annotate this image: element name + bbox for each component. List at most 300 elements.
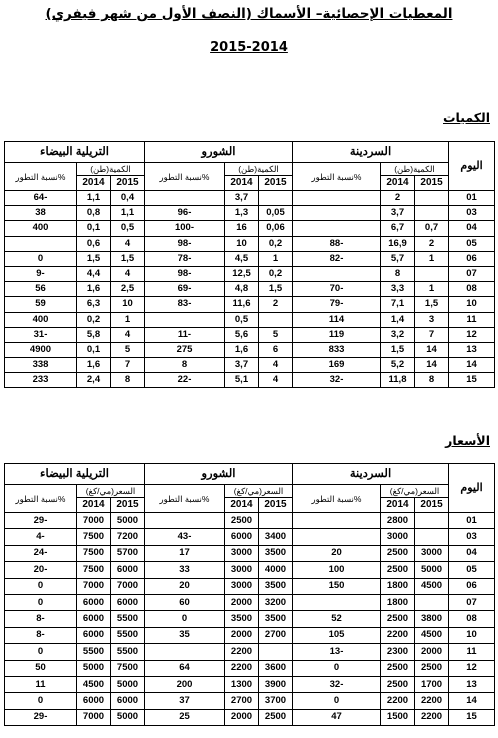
cell-sardine-2014: 2500 [381, 611, 415, 627]
cell-sea-bream-change: 96- [145, 206, 225, 221]
cell-white-bream-2014: 0,8 [77, 206, 111, 221]
cell-white-bream-2015: 5500 [111, 644, 145, 660]
cell-sea-bream-change [145, 513, 225, 529]
cell-day: 12 [449, 327, 495, 342]
cell-sea-bream-2014: 1,6 [225, 342, 259, 357]
cell-sea-bream-change: 78- [145, 251, 225, 266]
cell-day: 11 [449, 644, 495, 660]
cell-sea-bream-change: 20 [145, 578, 225, 594]
cell-sardine-change: 150 [293, 578, 381, 594]
cell-sea-bream-2015: 2700 [259, 627, 293, 643]
cell-day: 15 [449, 373, 495, 388]
year-2015-header: 2015 [111, 176, 145, 191]
table-row [5, 297, 495, 312]
cell-sea-bream-2014: 3000 [225, 578, 259, 594]
cell-sea-bream-2015: 5 [259, 327, 293, 342]
section-title-prices: الأسعار [445, 433, 490, 448]
cell-day: 13 [449, 676, 495, 692]
cell-sea-bream-2015 [259, 191, 293, 206]
cell-day: 03 [449, 529, 495, 545]
cell-white-bream-2014: 1,6 [77, 358, 111, 373]
cell-sardine-change: 100 [293, 562, 381, 578]
year-2015-header: 2015 [111, 498, 145, 513]
change-header: نسبة التطور% [293, 485, 381, 513]
cell-white-bream-2014: 5500 [77, 644, 111, 660]
cell-white-bream-change: 0 [5, 578, 77, 594]
cell-sea-bream-2015: 3500 [259, 611, 293, 627]
cell-sea-bream-change [145, 312, 225, 327]
year-2015-header: 2015 [259, 176, 293, 191]
cell-sea-bream-2015: 2 [259, 297, 293, 312]
cell-sea-bream-2014: 2000 [225, 627, 259, 643]
quantities-table-body [5, 191, 495, 388]
cell-white-bream-2014: 2,4 [77, 373, 111, 388]
cell-sardine-2015: 5000 [415, 562, 449, 578]
cell-white-bream-change: 64- [5, 191, 77, 206]
cell-sardine-2014: 1800 [381, 594, 415, 610]
cell-white-bream-change: 0 [5, 644, 77, 660]
cell-white-bream-2014: 0,1 [77, 342, 111, 357]
table-row [5, 221, 495, 236]
cell-white-bream-2014: 7500 [77, 545, 111, 561]
cell-sea-bream-2014: 3,7 [225, 358, 259, 373]
cell-sardine-change: 169 [293, 358, 381, 373]
cell-white-bream-change: 0 [5, 251, 77, 266]
cell-sea-bream-2015: 1,5 [259, 282, 293, 297]
cell-white-bream-2015: 4 [111, 266, 145, 281]
cell-white-bream-2015: 1,5 [111, 251, 145, 266]
cell-sea-bream-change: 60 [145, 594, 225, 610]
cell-day: 13 [449, 342, 495, 357]
table-row [5, 251, 495, 266]
cell-sea-bream-2015: 3900 [259, 676, 293, 692]
cell-sardine-2014: 2200 [381, 627, 415, 643]
cell-white-bream-2014: 6000 [77, 594, 111, 610]
cell-sardine-2015: 7 [415, 327, 449, 342]
cell-sea-bream-2015: 3700 [259, 693, 293, 709]
cell-white-bream-2014: 1,5 [77, 251, 111, 266]
cell-day: 14 [449, 693, 495, 709]
cell-sardine-2014: 2200 [381, 693, 415, 709]
cell-sea-bream-change: 33 [145, 562, 225, 578]
cell-white-bream-2015: 8 [111, 373, 145, 388]
cell-sardine-2015: 0,7 [415, 221, 449, 236]
cell-sea-bream-2014: 4,5 [225, 251, 259, 266]
cell-sardine-2015: 4500 [415, 627, 449, 643]
cell-sardine-2014: 2500 [381, 562, 415, 578]
cell-day: 04 [449, 221, 495, 236]
cell-day: 06 [449, 251, 495, 266]
cell-sardine-2014: 1800 [381, 578, 415, 594]
cell-white-bream-change: 56 [5, 282, 77, 297]
cell-sardine-2014: 1,5 [381, 342, 415, 357]
qty-unit-header: الكمية(طن) [77, 163, 145, 176]
cell-white-bream-2015: 5700 [111, 545, 145, 561]
qty-unit-header: الكمية(طن) [225, 163, 293, 176]
cell-sardine-2015 [415, 266, 449, 281]
cell-sea-bream-2015: 0,2 [259, 236, 293, 251]
cell-sardine-2014: 5,2 [381, 358, 415, 373]
cell-sea-bream-2014: 2700 [225, 693, 259, 709]
cell-sardine-change: 79- [293, 297, 381, 312]
cell-white-bream-change: 24- [5, 545, 77, 561]
year-2015-header: 2015 [259, 498, 293, 513]
cell-sardine-change [293, 266, 381, 281]
cell-sea-bream-change: 83- [145, 297, 225, 312]
cell-white-bream-2014: 1,1 [77, 191, 111, 206]
cell-sea-bream-2015: 4 [259, 373, 293, 388]
cell-sardine-2015: 8 [415, 373, 449, 388]
cell-sardine-change [293, 529, 381, 545]
cell-sardine-2014: 1,4 [381, 312, 415, 327]
cell-sardine-2015: 2200 [415, 709, 449, 725]
cell-sardine-change: 0 [293, 660, 381, 676]
cell-day: 05 [449, 236, 495, 251]
table-row [5, 191, 495, 206]
table-row [5, 594, 495, 610]
cell-white-bream-change: 4900 [5, 342, 77, 357]
cell-white-bream-change: 338 [5, 358, 77, 373]
cell-sardine-change: 833 [293, 342, 381, 357]
cell-sea-bream-change: 69- [145, 282, 225, 297]
cell-day: 08 [449, 611, 495, 627]
table-row [5, 627, 495, 643]
year-2014-header: 2014 [381, 176, 415, 191]
cell-white-bream-2014: 6000 [77, 611, 111, 627]
cell-day: 10 [449, 627, 495, 643]
table-row [5, 266, 495, 281]
cell-sardine-2015 [415, 529, 449, 545]
cell-sea-bream-change: 64 [145, 660, 225, 676]
table-row [5, 644, 495, 660]
cell-day: 14 [449, 358, 495, 373]
cell-sea-bream-change: 22- [145, 373, 225, 388]
cell-white-bream-2014: 5000 [77, 660, 111, 676]
table-row [5, 676, 495, 692]
table-row [5, 578, 495, 594]
cell-sea-bream-change: 200 [145, 676, 225, 692]
table-row [5, 373, 495, 388]
cell-sardine-change [293, 594, 381, 610]
cell-sardine-change [293, 221, 381, 236]
cell-sardine-change [293, 191, 381, 206]
price-unit-header: السعر(مي/كغ) [225, 485, 293, 498]
cell-white-bream-2015: 5500 [111, 611, 145, 627]
cell-white-bream-change: 0 [5, 693, 77, 709]
cell-day: 04 [449, 545, 495, 561]
change-header: نسبة التطور% [5, 485, 77, 513]
cell-white-bream-2015: 5000 [111, 513, 145, 529]
cell-white-bream-2015: 7200 [111, 529, 145, 545]
cell-sea-bream-change: 35 [145, 627, 225, 643]
cell-white-bream-2015: 5500 [111, 627, 145, 643]
cell-white-bream-change: 11 [5, 676, 77, 692]
cell-sardine-2014: 3,2 [381, 327, 415, 342]
cell-day: 06 [449, 578, 495, 594]
cell-sea-bream-2014: 1,3 [225, 206, 259, 221]
cell-sardine-2014: 7,1 [381, 297, 415, 312]
cell-sea-bream-2015: 0,2 [259, 266, 293, 281]
prices-table [4, 463, 495, 726]
cell-sardine-2015: 3 [415, 312, 449, 327]
cell-sea-bream-2014: 5,6 [225, 327, 259, 342]
cell-white-bream-2014: 7000 [77, 513, 111, 529]
cell-sea-bream-2015: 3500 [259, 545, 293, 561]
cell-sardine-2015 [415, 513, 449, 529]
cell-white-bream-2014: 7000 [77, 578, 111, 594]
cell-white-bream-2015: 6000 [111, 594, 145, 610]
change-header: نسبة التطور% [145, 163, 225, 191]
cell-white-bream-change: 29- [5, 709, 77, 725]
cell-sea-bream-2014: 3,7 [225, 191, 259, 206]
day-header: اليوم [449, 464, 495, 513]
cell-white-bream-2015: 2,5 [111, 282, 145, 297]
cell-sardine-2015: 2500 [415, 660, 449, 676]
cell-sea-bream-2014: 0,5 [225, 312, 259, 327]
cell-white-bream-2015: 7 [111, 358, 145, 373]
day-header: اليوم [449, 142, 495, 191]
cell-white-bream-2014: 5,8 [77, 327, 111, 342]
cell-white-bream-2014: 4500 [77, 676, 111, 692]
cell-white-bream-change: 38 [5, 206, 77, 221]
cell-sardine-2014: 3,7 [381, 206, 415, 221]
cell-sardine-change: 32- [293, 373, 381, 388]
cell-white-bream-change: 9- [5, 266, 77, 281]
cell-day: 08 [449, 282, 495, 297]
table-row [5, 282, 495, 297]
cell-sea-bream-2014: 16 [225, 221, 259, 236]
cell-white-bream-2015: 5 [111, 342, 145, 357]
cell-sardine-change: 20 [293, 545, 381, 561]
cell-white-bream-2015: 0,4 [111, 191, 145, 206]
cell-sardine-change: 0 [293, 693, 381, 709]
cell-day: 15 [449, 709, 495, 725]
cell-day: 10 [449, 297, 495, 312]
cell-sea-bream-change [145, 644, 225, 660]
year-2014-header: 2014 [381, 498, 415, 513]
cell-sea-bream-2015: 3200 [259, 594, 293, 610]
table-row [5, 513, 495, 529]
cell-sea-bream-change: 17 [145, 545, 225, 561]
cell-sardine-2014: 3,3 [381, 282, 415, 297]
cell-white-bream-change: 4- [5, 529, 77, 545]
cell-white-bream-change: 8- [5, 627, 77, 643]
cell-white-bream-2015: 0,5 [111, 221, 145, 236]
section-title-quantities: الكميات [443, 110, 490, 125]
cell-white-bream-2014: 7500 [77, 562, 111, 578]
table-row [5, 327, 495, 342]
cell-white-bream-change: 50 [5, 660, 77, 676]
cell-sardine-change: 13- [293, 644, 381, 660]
cell-sea-bream-change: 25 [145, 709, 225, 725]
cell-sea-bream-2014: 11,6 [225, 297, 259, 312]
price-unit-header: السعر(مي/كغ) [77, 485, 145, 498]
cell-sea-bream-2014: 3000 [225, 545, 259, 561]
table-row [5, 545, 495, 561]
cell-white-bream-change: 20- [5, 562, 77, 578]
page-subtitle: 2015-2014 [210, 40, 288, 55]
cell-day: 01 [449, 191, 495, 206]
cell-sardine-change [293, 206, 381, 221]
cell-sardine-2015: 2200 [415, 693, 449, 709]
cell-sardine-change: 70- [293, 282, 381, 297]
cell-white-bream-2014: 7500 [77, 529, 111, 545]
cell-white-bream-change [5, 236, 77, 251]
cell-sardine-2015: 1700 [415, 676, 449, 692]
cell-sardine-2014: 16,9 [381, 236, 415, 251]
cell-white-bream-2015: 4 [111, 327, 145, 342]
table-row [5, 611, 495, 627]
cell-sardine-2015: 14 [415, 358, 449, 373]
cell-white-bream-2015: 10 [111, 297, 145, 312]
price-unit-header: السعر(مي/كغ) [381, 485, 449, 498]
cell-sea-bream-change: 0 [145, 611, 225, 627]
cell-sea-bream-change: 43- [145, 529, 225, 545]
cell-sardine-2014: 6,7 [381, 221, 415, 236]
cell-white-bream-2015: 1 [111, 312, 145, 327]
table-row [5, 709, 495, 725]
cell-sardine-change: 119 [293, 327, 381, 342]
year-2015-header: 2015 [415, 176, 449, 191]
cell-sardine-2015 [415, 206, 449, 221]
page-title: المعطيات الإحصائية– الأسماك (النصف الأول من شهر فيفري) [45, 6, 453, 22]
cell-sea-bream-2015: 4 [259, 358, 293, 373]
change-header: نسبة التطور% [5, 163, 77, 191]
year-2014-header: 2014 [225, 498, 259, 513]
cell-white-bream-2014: 7000 [77, 709, 111, 725]
year-2015-header: 2015 [415, 498, 449, 513]
cell-sea-bream-2015 [259, 644, 293, 660]
cell-sea-bream-2015: 0,05 [259, 206, 293, 221]
cell-sardine-2015: 1 [415, 251, 449, 266]
cell-sea-bream-change: 8 [145, 358, 225, 373]
cell-white-bream-2014: 6000 [77, 693, 111, 709]
species-header-sardine: السردينة [293, 464, 449, 485]
cell-sardine-2015 [415, 191, 449, 206]
table-row [5, 358, 495, 373]
cell-sea-bream-2014: 3000 [225, 562, 259, 578]
cell-sardine-change [293, 513, 381, 529]
cell-sardine-2015: 3800 [415, 611, 449, 627]
prices-table-body [5, 513, 495, 726]
cell-sardine-change: 47 [293, 709, 381, 725]
cell-sea-bream-2015 [259, 312, 293, 327]
table-row [5, 312, 495, 327]
cell-day: 12 [449, 660, 495, 676]
cell-sardine-change: 114 [293, 312, 381, 327]
cell-sardine-2014: 5,7 [381, 251, 415, 266]
cell-white-bream-2014: 6000 [77, 627, 111, 643]
change-header: نسبة التطور% [145, 485, 225, 513]
cell-sardine-2014: 8 [381, 266, 415, 281]
cell-sardine-2015: 2000 [415, 644, 449, 660]
cell-white-bream-change: 0 [5, 594, 77, 610]
cell-sardine-change: 32- [293, 676, 381, 692]
cell-sardine-2015 [415, 594, 449, 610]
cell-sardine-2014: 2500 [381, 545, 415, 561]
cell-white-bream-2015: 1,1 [111, 206, 145, 221]
cell-white-bream-change: 8- [5, 611, 77, 627]
cell-sardine-change: 52 [293, 611, 381, 627]
cell-day: 03 [449, 206, 495, 221]
cell-white-bream-2015: 5000 [111, 709, 145, 725]
cell-sardine-change: 82- [293, 251, 381, 266]
cell-sea-bream-change: 98- [145, 236, 225, 251]
cell-white-bream-change: 400 [5, 221, 77, 236]
cell-sardine-2014: 11,8 [381, 373, 415, 388]
cell-sea-bream-2014: 2200 [225, 660, 259, 676]
cell-white-bream-2015: 5000 [111, 676, 145, 692]
cell-sardine-2014: 3000 [381, 529, 415, 545]
cell-sea-bream-2014: 2200 [225, 644, 259, 660]
cell-sardine-change: 88- [293, 236, 381, 251]
cell-sea-bream-2014: 10 [225, 236, 259, 251]
cell-sardine-2015: 4500 [415, 578, 449, 594]
cell-day: 07 [449, 594, 495, 610]
cell-sea-bream-change: 98- [145, 266, 225, 281]
cell-white-bream-2015: 7000 [111, 578, 145, 594]
cell-sea-bream-2014: 4,8 [225, 282, 259, 297]
cell-white-bream-change: 29- [5, 513, 77, 529]
cell-sardine-2015: 1,5 [415, 297, 449, 312]
cell-sea-bream-2015: 4000 [259, 562, 293, 578]
year-2014-header: 2014 [225, 176, 259, 191]
change-header: نسبة التطور% [293, 163, 381, 191]
cell-sardine-2015: 2 [415, 236, 449, 251]
cell-sea-bream-2014: 12,5 [225, 266, 259, 281]
year-2014-header: 2014 [77, 176, 111, 191]
table-row [5, 342, 495, 357]
cell-sea-bream-2014: 5,1 [225, 373, 259, 388]
cell-sea-bream-2014: 1300 [225, 676, 259, 692]
species-header-sardine: السردينة [293, 142, 449, 163]
species-header-white-bream: التريلية البيضاء [5, 464, 145, 485]
cell-white-bream-change: 233 [5, 373, 77, 388]
cell-sea-bream-2015: 3400 [259, 529, 293, 545]
cell-sea-bream-change: 100- [145, 221, 225, 236]
cell-white-bream-2014: 1,6 [77, 282, 111, 297]
cell-sea-bream-change: 275 [145, 342, 225, 357]
cell-sardine-2014: 2500 [381, 660, 415, 676]
cell-sea-bream-2014: 2000 [225, 594, 259, 610]
cell-sea-bream-2014: 3500 [225, 611, 259, 627]
cell-sea-bream-change [145, 191, 225, 206]
cell-sardine-2015: 1 [415, 282, 449, 297]
cell-sea-bream-2015: 3600 [259, 660, 293, 676]
table-row [5, 693, 495, 709]
cell-sea-bream-2015: 3500 [259, 578, 293, 594]
cell-white-bream-2014: 0,1 [77, 221, 111, 236]
cell-white-bream-change: 59 [5, 297, 77, 312]
table-row [5, 529, 495, 545]
cell-day: 05 [449, 562, 495, 578]
cell-sea-bream-2015: 6 [259, 342, 293, 357]
cell-white-bream-2014: 6,3 [77, 297, 111, 312]
species-header-white-bream: التريلية البيضاء [5, 142, 145, 163]
cell-white-bream-2014: 4,4 [77, 266, 111, 281]
cell-sardine-change: 105 [293, 627, 381, 643]
cell-sardine-2014: 2 [381, 191, 415, 206]
cell-white-bream-2014: 0,2 [77, 312, 111, 327]
cell-sea-bream-change: 11- [145, 327, 225, 342]
cell-sea-bream-change: 37 [145, 693, 225, 709]
quantities-table [4, 141, 495, 388]
table-row [5, 562, 495, 578]
species-header-sea-bream: الشورو [145, 464, 293, 485]
cell-sea-bream-2014: 2000 [225, 709, 259, 725]
cell-sardine-2014: 1500 [381, 709, 415, 725]
cell-sardine-2015: 14 [415, 342, 449, 357]
